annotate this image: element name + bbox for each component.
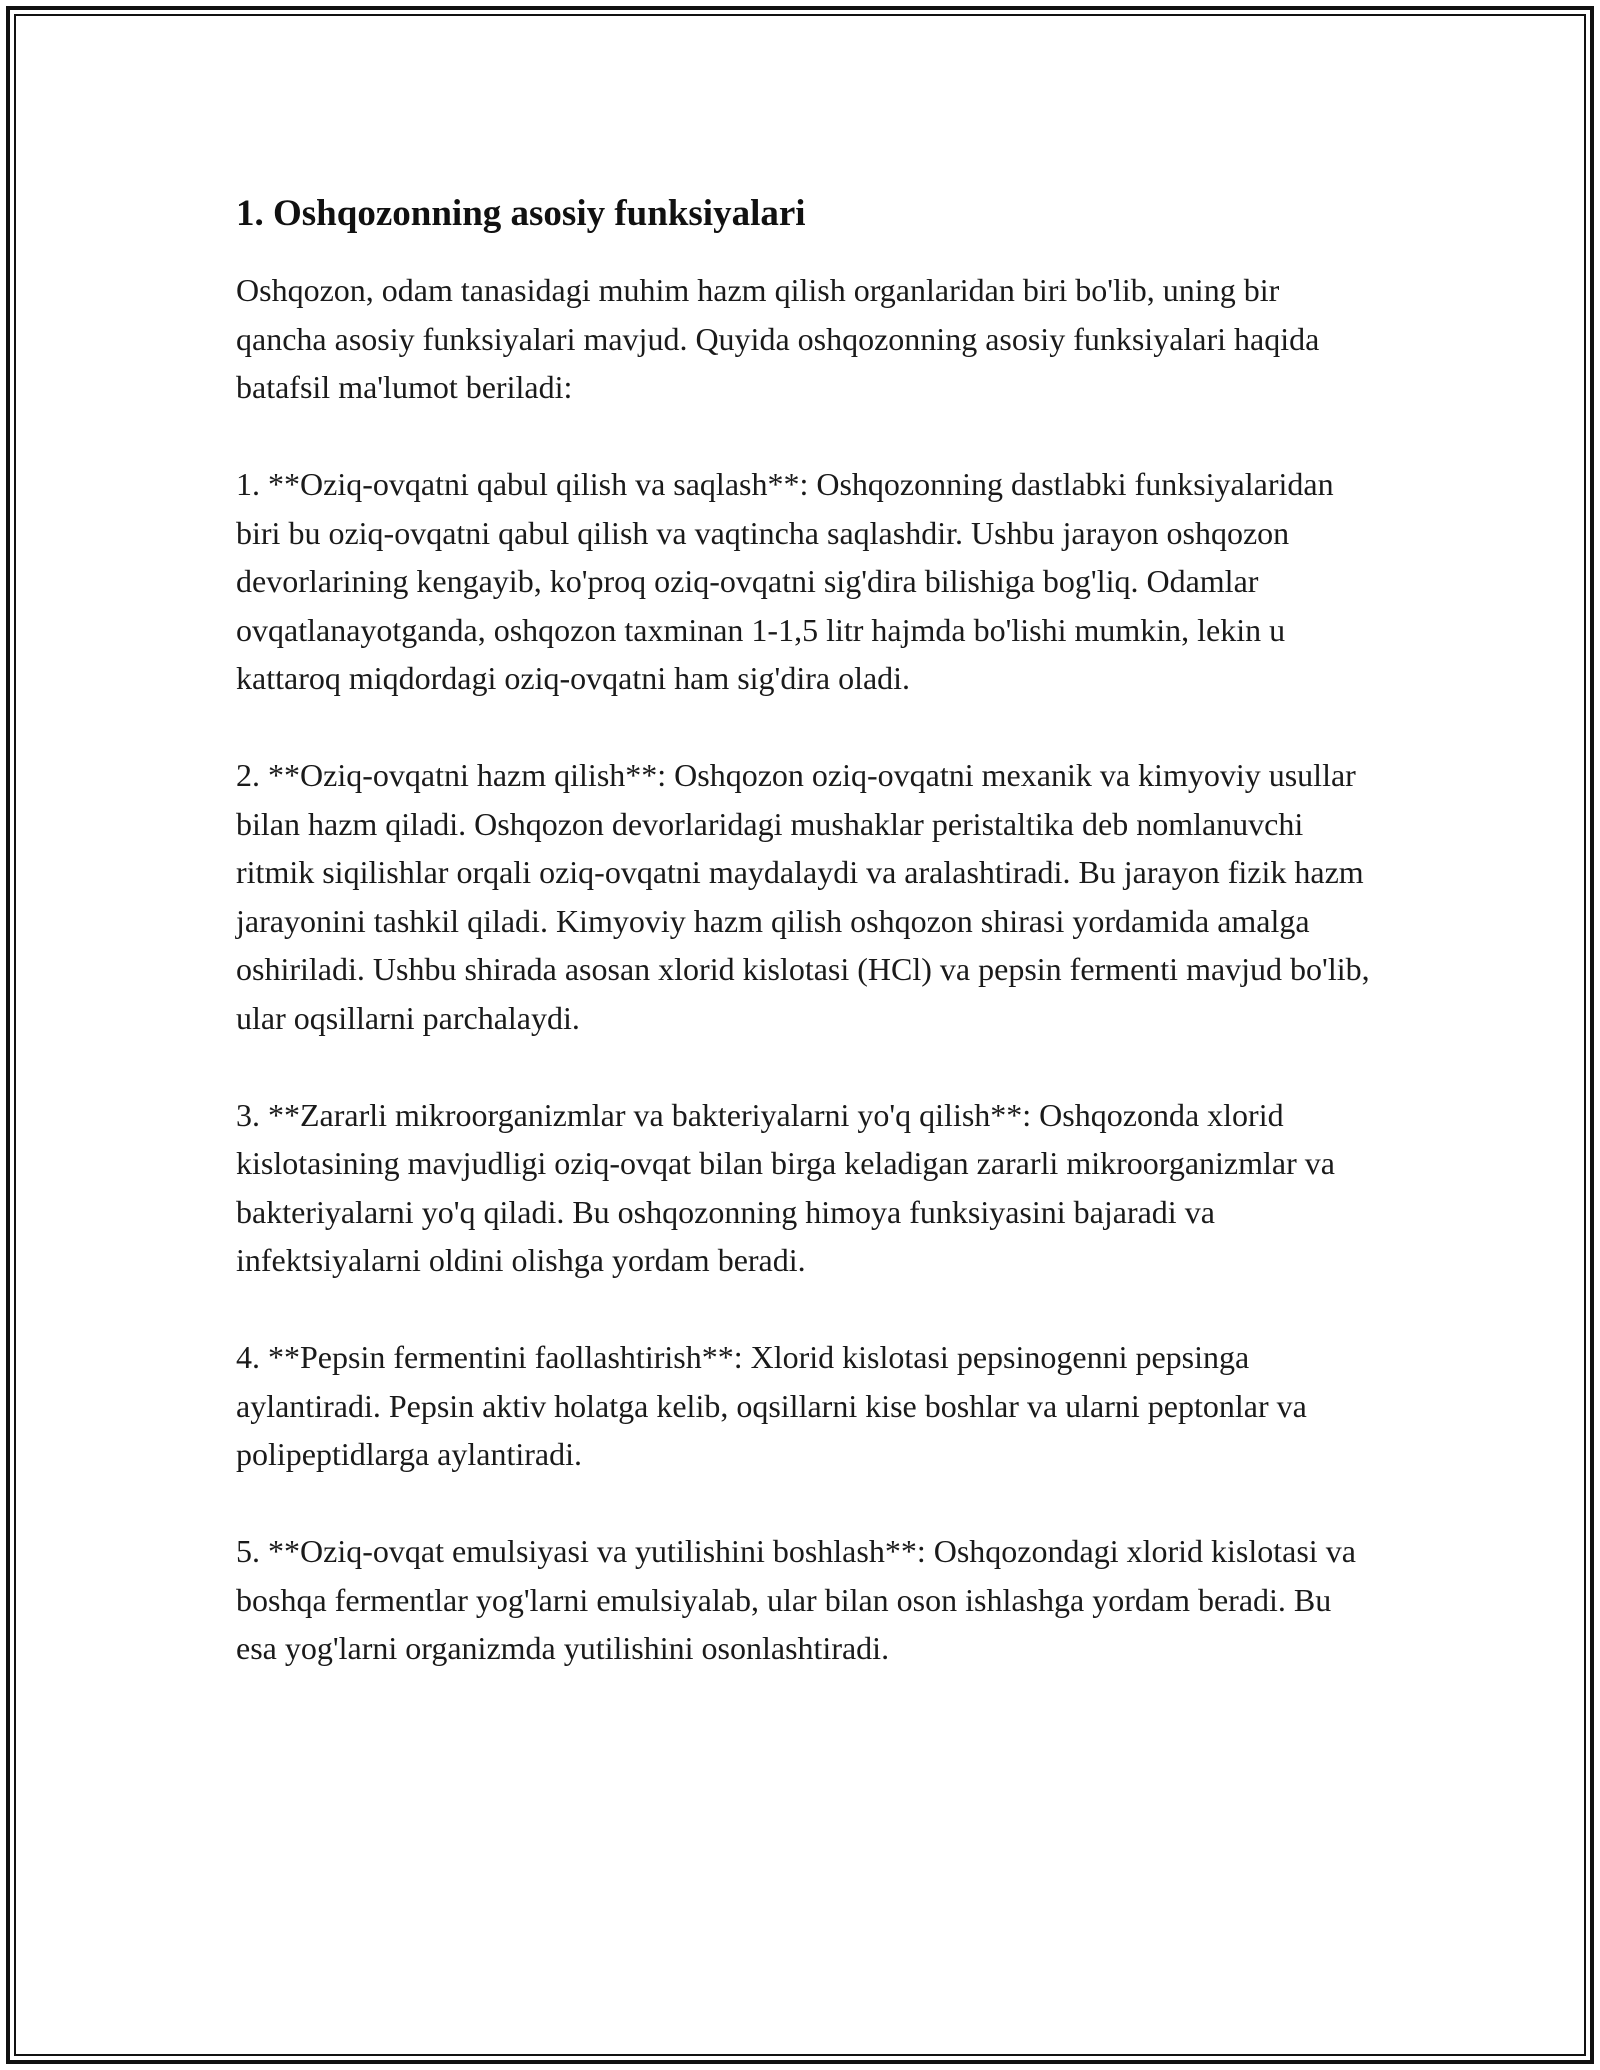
document-title: 1. Oshqozonning asosiy funksiyalari	[236, 193, 806, 234]
list-item: 3. **Zararli mikroorganizmlar va bakteriyalarni yo'q qilish**: Oshqozonda xlorid kislotasining mavjudligi oziq-ovqat bilan birga keladigan zararli mikroorganizmlar va bakteriyalarni yo'q qiladi. Bu oshqozonning himoya funksiyasini bajaradi va infektsiyalarni oldini olishga yordam beradi.	[236, 1096, 1335, 1278]
list-item: 4. **Pepsin fermentini faollashtirish**: Xlorid kislotasi pepsinogenni pepsinga aylantiradi. Pepsin aktiv holatga kelib, oqsillarni kise boshlar va ularni peptonlar va polipeptidlarga aylantiradi.	[236, 1339, 1307, 1472]
document-body	[236, 186, 1376, 1673]
intro-paragraph: Oshqozon, odam tanasidagi muhim hazm qilish organlaridan biri bo'lib, uning bir qancha asosiy funksiyalari mavjud. Quyida oshqozonning asosiy funksiyalari haqida batafsil ma'lumot beriladi:	[236, 272, 1320, 405]
list-item: 2. **Oziq-ovqatni hazm qilish**: Oshqozon oziq-ovqatni mexanik va kimyoviy usullar bilan hazm qiladi. Oshqozon devorlaridagi mushaklar peristaltika deb nomlanuvchi ritmik siqilishlar orqali oziq-ovqatni maydalaydi va aralashtiradi. Bu jarayon fizik hazm jarayonini tashkil qiladi. Kimyoviy hazm qilish oshqozon shirasi yordamida amalga oshiriladi. Ushbu shirada asosan xlorid kislotasi (HCl) va pepsin fermenti mavjud bo'lib, ular oqsillarni parchalaydi.	[236, 757, 1370, 1036]
list-item: 1. **Oziq-ovqatni qabul qilish va saqlash**: Oshqozonning dastlabki funksiyalaridan biri bu oziq-ovqatni qabul qilish va vaqtincha saqlashdir. Ushbu jarayon oshqozon devorlarining kengayib, ko'proq oziq-ovqatni sig'dira bilishiga bog'liq. Odamlar ovqatlanayotganda, oshqozon taxminan 1-1,5 litr hajmda bo'lishi mumkin, lekin u kattaroq miqdordagi oziq-ovqatni ham sig'dira oladi.	[236, 466, 1334, 696]
list-item: 5. **Oziq-ovqat emulsiyasi va yutilishini boshlash**: Oshqozondagi xlorid kislotasi va boshqa fermentlar yog'larni emulsiyalab, ular bilan oson ishlashga yordam beradi. Bu esa yog'larni organizmda yutilishini osonlashtiradi.	[236, 1533, 1356, 1666]
